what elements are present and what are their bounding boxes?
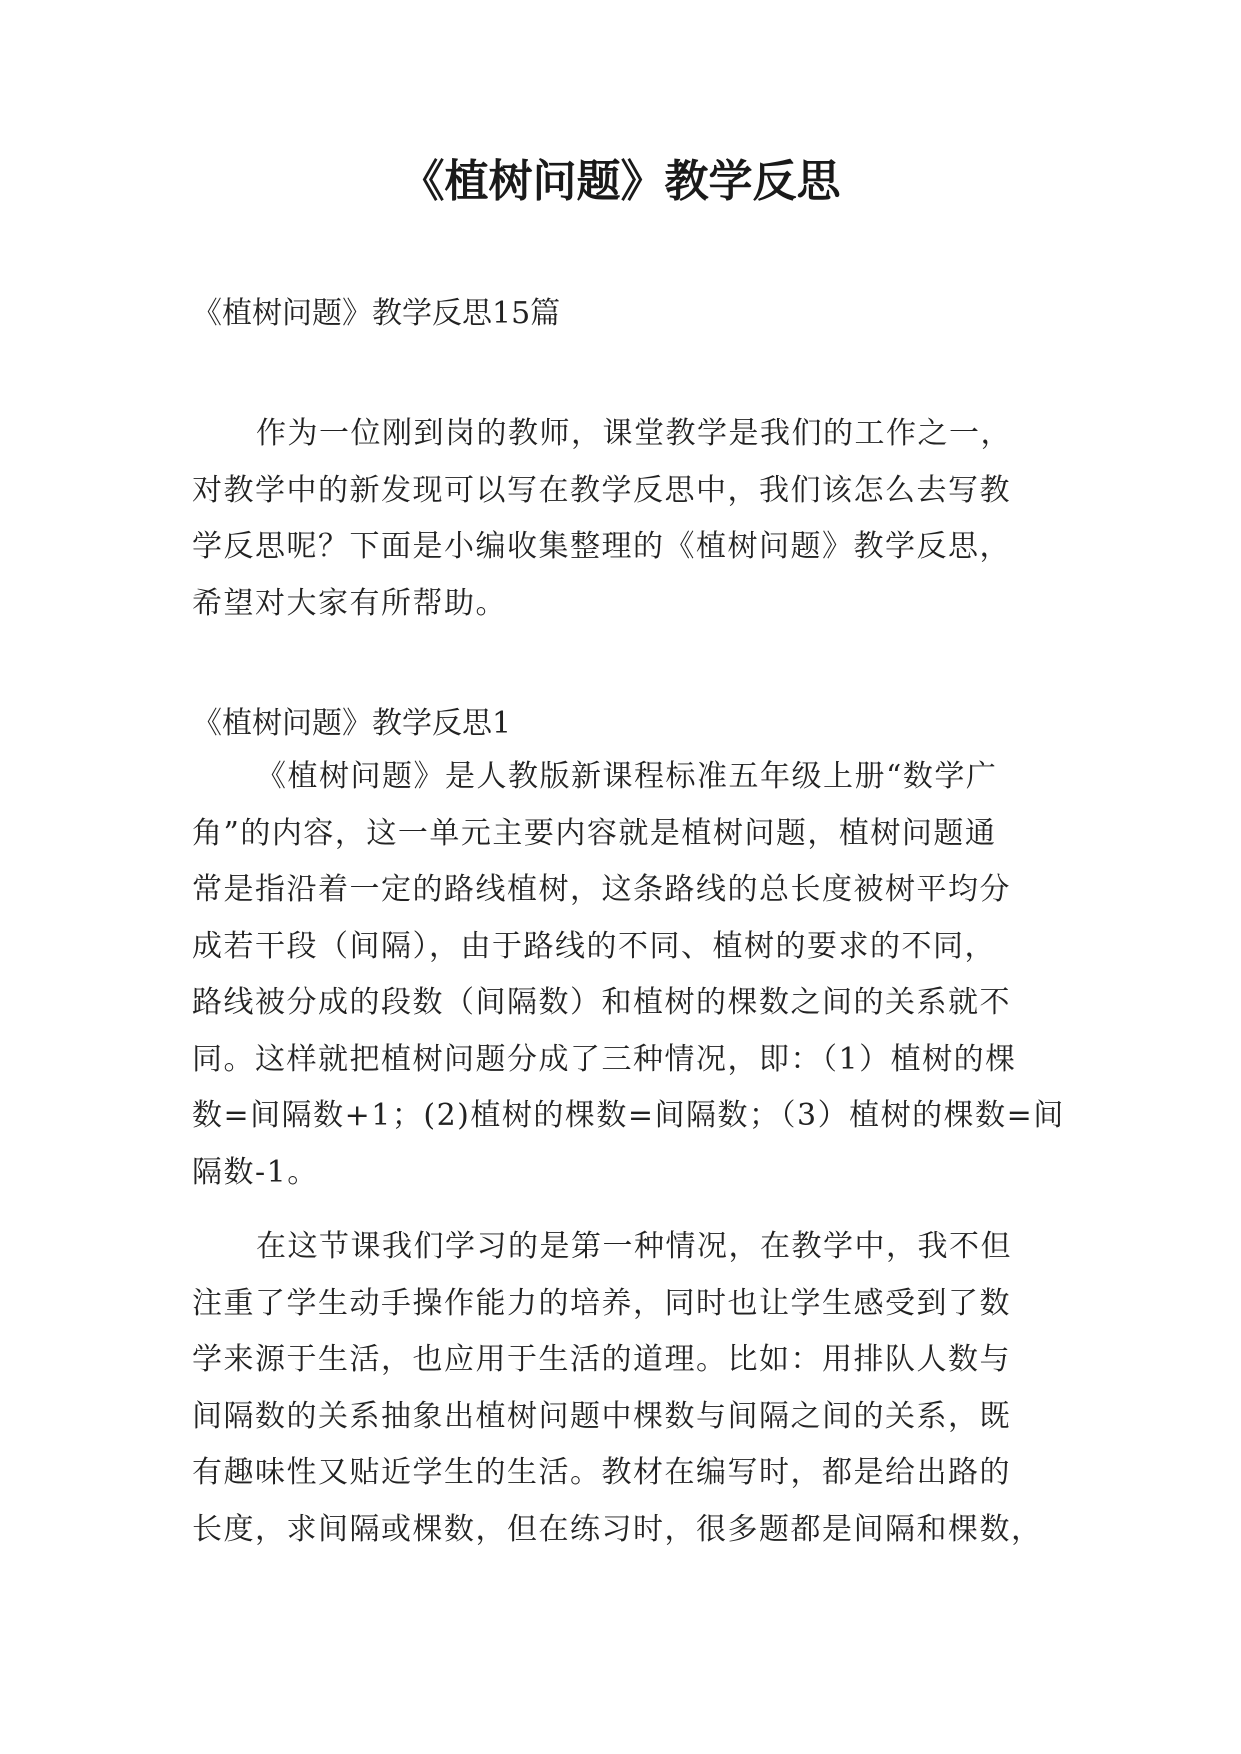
paragraph-line: 隔数-1。 [192, 1154, 319, 1190]
paragraph-line: 数=间隔数+1；(2)植树的棵数=间隔数；（3）植树的棵数=间 [192, 1098, 1065, 1133]
paragraph-line: 注重了学生动手操作能力的培养，同时也让学生感受到了数 [192, 1285, 1011, 1321]
paragraph-line: 同。这样就把植树问题分成了三种情况，即：（1）植树的棵 [192, 1041, 1017, 1077]
document-subtitle: 《植树问题》教学反思15篇 [192, 296, 561, 331]
section-heading: 《植树问题》教学反思1 [192, 706, 512, 741]
intro-paragraph [192, 406, 1060, 632]
paragraph-line: 间隔数的关系抽象出植树问题中棵数与间隔之间的关系，既 [192, 1398, 1011, 1434]
body-paragraph-2 [192, 1219, 1060, 1558]
paragraph-line: 长度，求间隔或棵数，但在练习时，很多题都是间隔和棵数， [192, 1511, 1043, 1547]
paragraph-line: 《植树问题》是人教版新课程标准五年级上册“数学广 [256, 759, 998, 794]
paragraph-line: 在这节课我们学习的是第一种情况，在教学中，我不但 [256, 1229, 1012, 1264]
intro-line: 对教学中的新发现可以写在教学反思中，我们该怎么去写教 [192, 472, 1011, 508]
paragraph-line: 有趣味性又贴近学生的生活。教材在编写时，都是给出路的 [192, 1455, 1011, 1490]
page-title: 《植树问题》教学反思 [400, 156, 841, 207]
paragraph-line: 成若干段（间隔），由于路线的不同、植树的要求的不同， [192, 928, 996, 964]
paragraph-line: 角”的内容，这一单元主要内容就是植树问题，植树问题通 [192, 815, 997, 851]
paragraph-line: 常是指沿着一定的路线植树，这条路线的总长度被树平均分 [192, 872, 1011, 907]
intro-line: 学反思呢？下面是小编收集整理的《植树问题》教学反思， [192, 529, 1011, 564]
intro-line: 希望对大家有所帮助。 [192, 585, 507, 621]
body-paragraph-1 [192, 749, 1065, 1201]
intro-line: 作为一位刚到岗的教师，课堂教学是我们的工作之一， [256, 416, 1012, 451]
paragraph-line: 学来源于生活，也应用于生活的道理。比如：用排队人数与 [192, 1342, 1011, 1377]
paragraph-line: 路线被分成的段数（间隔数）和植树的棵数之间的关系就不 [192, 985, 1011, 1020]
